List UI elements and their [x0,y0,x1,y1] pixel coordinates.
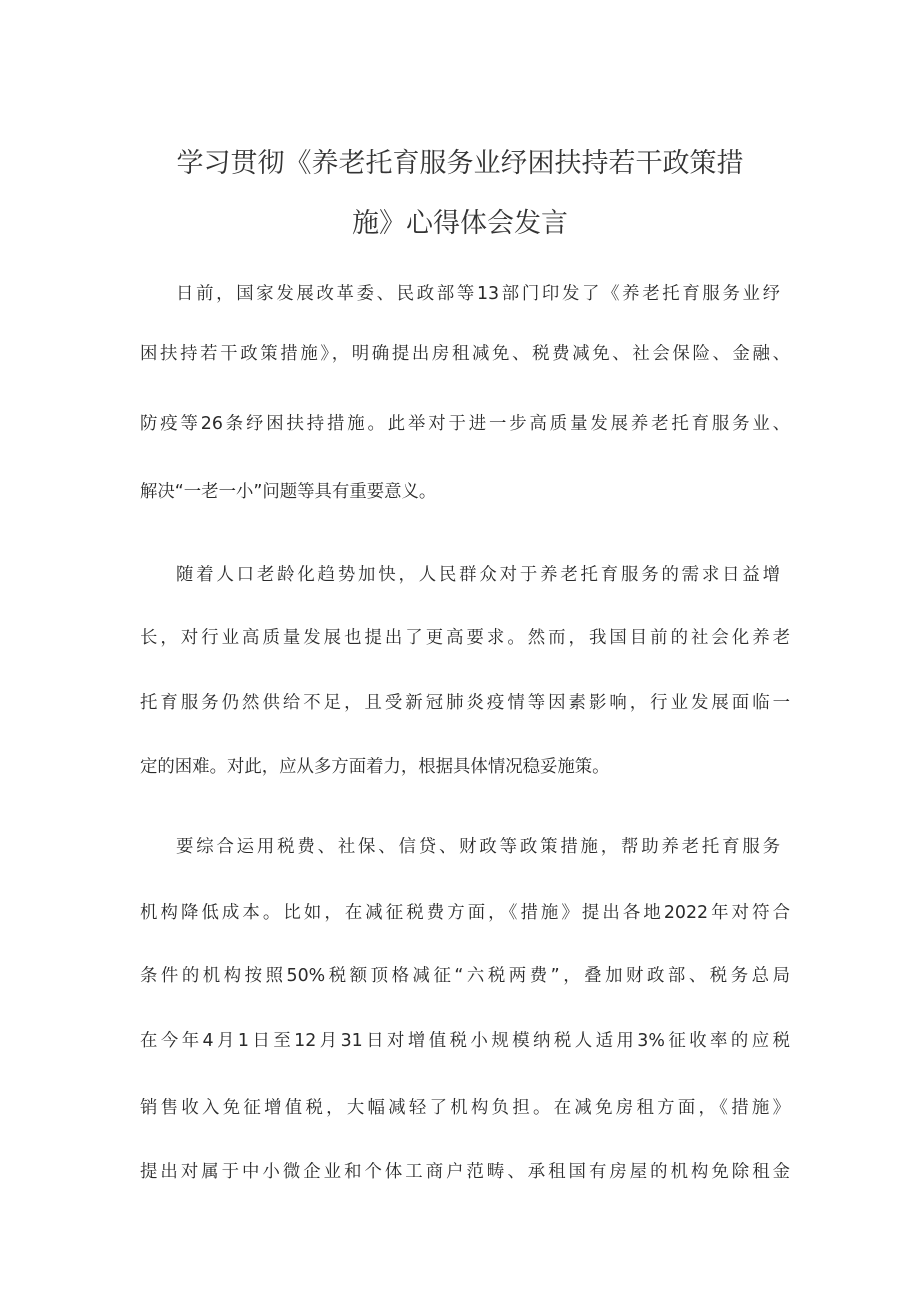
paragraph-3-line-2: 机构降低成本。比如，在减征税费方面，《措施》提出各地2022年对符合 [140,903,790,923]
paragraph-2-line-4: 定的困难。对此，应从多方面着力，根据具体情况稳妥施策。 [140,757,610,777]
paragraph-3-line-3: 条件的机构按照50%税额顶格减征“六税两费”，叠加财政部、税务总局 [140,966,790,986]
document-title-line-1: 学习贯彻《养老托育服务业纾困扶持若干政策措 [176,148,744,179]
paragraph-3-line-4: 在今年4月1日至12月31日对增值税小规模纳税人适用3%征收率的应税 [140,1031,790,1051]
paragraph-1-line-1: 日前，国家发展改革委、民政部等13部门印发了《养老托育服务业纾 [176,284,780,304]
paragraph-3-line-6: 提出对属于中小微企业和个体工商户范畴、承租国有房屋的机构免除租金 [140,1162,790,1182]
paragraph-2-line-2: 长，对行业高质量发展也提出了更高要求。然而，我国目前的社会化养老 [140,628,790,648]
document-title-line-2: 施》心得体会发言 [352,208,568,239]
paragraph-3-line-1: 要综合运用税费、社保、信贷、财政等政策措施，帮助养老托育服务 [176,837,780,857]
paragraph-2-line-3: 托育服务仍然供给不足，且受新冠肺炎疫情等因素影响，行业发展面临一 [140,693,790,713]
paragraph-1-line-4: 解决“一老一小”问题等具有重要意义。 [140,482,437,502]
paragraph-1-line-3: 防疫等26条纾困扶持措施。此举对于进一步高质量发展养老托育服务业、 [140,414,790,434]
paragraph-1-line-2: 困扶持若干政策措施》，明确提出房租减免、税费减免、社会保险、金融、 [140,344,790,364]
paragraph-2-line-1: 随着人口老龄化趋势加快，人民群众对于养老托育服务的需求日益增 [176,565,780,585]
paragraph-3-line-5: 销售收入免征增值税，大幅减轻了机构负担。在减免房租方面，《措施》 [140,1098,790,1118]
